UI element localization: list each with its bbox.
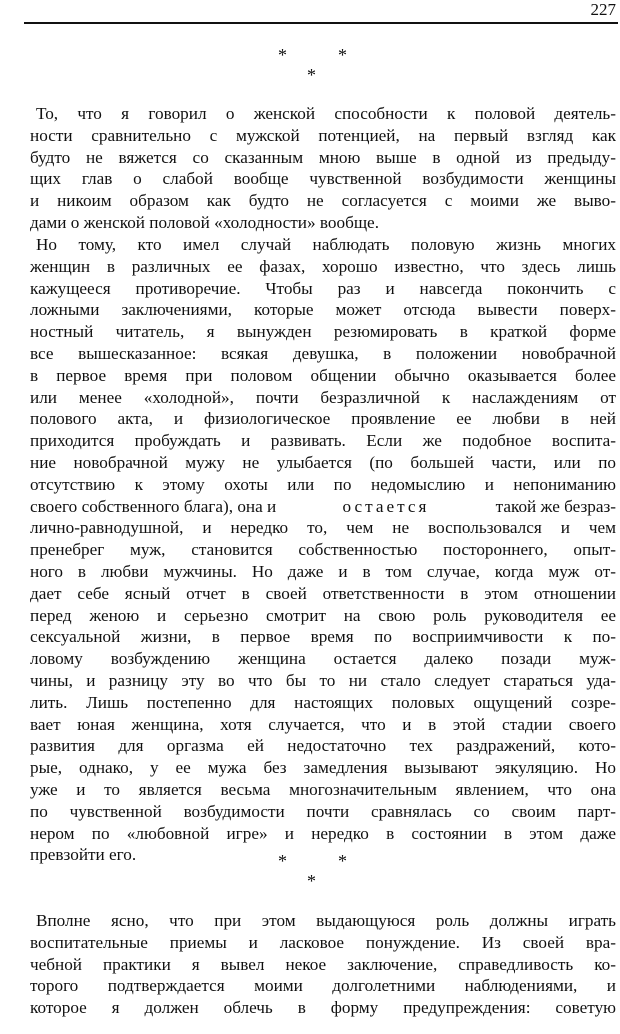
section-divider-asterism: [0, 42, 620, 85]
asterisk: *: [307, 871, 316, 891]
text-line: То, что я говорил о женской способности к половой деятель-: [36, 104, 616, 123]
text-line: ности сравнительно с мужской потенцией, на первый взгляд как: [30, 125, 616, 145]
text-line: ностный читатель, я вынужден резюмировать в краткой форме: [30, 322, 616, 342]
text-line: вает юная женщина, хотя случается, что и в этой стадии своего: [30, 714, 616, 734]
text-line: Вполне ясно, что при этом выдающуюся роль должны играть: [36, 911, 616, 930]
emphasized-word: остается: [342, 496, 430, 516]
text-line: чины, и разницу эту во что бы то ни стало следует стараться уда-: [30, 670, 616, 690]
text-line: полового акта, и физиологическое проявление ее любви в ней: [30, 409, 616, 429]
text-line: в первое время при половом общении обычно оказывается более: [30, 365, 616, 385]
text-line: Но тому, кто имел случай наблюдать половую жизнь многих: [36, 235, 616, 254]
text-line: ловому возбуждению женщина остается далеко позади муж-: [30, 649, 616, 669]
text-line: уже и то является весьма многозначительным явлением, что она: [30, 779, 616, 799]
text-segment: такой же безраз-: [495, 496, 616, 516]
text-line: ложными заключениями, которые может отсюда вывести поверх-: [30, 300, 616, 320]
asterisk: *: [338, 851, 347, 871]
text-line: нером по «любовной игре» и нередко в состоянии в этом даже: [30, 823, 616, 843]
text-line: все вышесказанное: всякая девушка, в положении новобрачной: [30, 343, 616, 363]
text-line: ного в любви мужчины. Но даже и в том случае, когда муж от-: [30, 561, 616, 581]
text-line: чебной практики я вывел некое заключение, справедливость ко-: [30, 954, 616, 974]
text-line: развития для оргазма ей недостаточно тех раздражений, кото-: [30, 736, 616, 756]
text-line: превзойти его.: [30, 845, 137, 865]
asterisk: *: [338, 45, 347, 65]
text-line: по чувственной возбудимости почти сравнялась со своим парт-: [30, 801, 616, 821]
text-line: кажущееся противоречие. Чтобы раз и навсегда покончить с: [30, 278, 616, 298]
paragraph-2: [30, 234, 616, 866]
text-line: дами о женской половой «холодности» вообще.: [30, 212, 379, 232]
section-divider-asterism: [0, 848, 620, 891]
text-line: отсутствию к этому охоты или по недомыслию и непониманию: [30, 474, 616, 494]
text-line: пренебрег муж, становится собственностью постороннего, опыт-: [30, 540, 616, 560]
paragraph-3: [30, 910, 616, 1019]
text-line: щих глав о слабой вообще чувственной возбудимости женщины: [30, 169, 616, 189]
text-line: женщин в различных ее фазах, хорошо известно, что здесь лишь: [30, 256, 616, 276]
text-line: дает себе ясный отчет в своей ответственности в этом отношении: [30, 583, 616, 603]
text-segment: своего собственного блага), она и: [30, 496, 277, 516]
text-line: торого подтверждается моими долголетними наблюдениями, и: [30, 976, 616, 996]
asterisk: *: [278, 45, 287, 65]
asterisk: *: [307, 65, 316, 85]
page-number: 227: [590, 0, 616, 19]
text-line: или менее «холодной», почти безразличной к наслаждениям от: [30, 387, 616, 407]
text-line: [30, 496, 616, 518]
paragraph-1: [30, 103, 616, 234]
text-line: рые, однако, у ее мужа без замедления вызывают эякуляцию. Но: [30, 758, 616, 778]
text-line: будто не вяжется со сказанным мною выше в одной из предыду-: [30, 147, 616, 167]
running-header: [24, 0, 618, 24]
text-line: воспитательные приемы и ласковое понуждение. Из своей вра-: [30, 932, 616, 952]
text-line: сексуальной жизни, в первое время по восприимчивости к по-: [30, 627, 616, 647]
text-line: лить. Лишь постепенно для настоящих половых ощущений созре-: [30, 692, 616, 712]
text-line: перед женою и серьезно смотрит на свою роль руководителя ее: [30, 605, 616, 625]
text-line: приходится пробуждать и развивать. Если же подобное воспита-: [30, 431, 616, 451]
asterisk: *: [278, 851, 287, 871]
text-line: которое я должен облечь в форму предупреждения: советую: [30, 998, 616, 1018]
text-line: лично-равнодушной, и нередко то, чем не воспользовался и чем: [30, 518, 616, 538]
text-line: ние новобрачной мужу не улыбается (по большей части, или по: [30, 452, 616, 472]
text-line: и никоим образом как будто не согласуется с моими же выво-: [30, 191, 616, 211]
